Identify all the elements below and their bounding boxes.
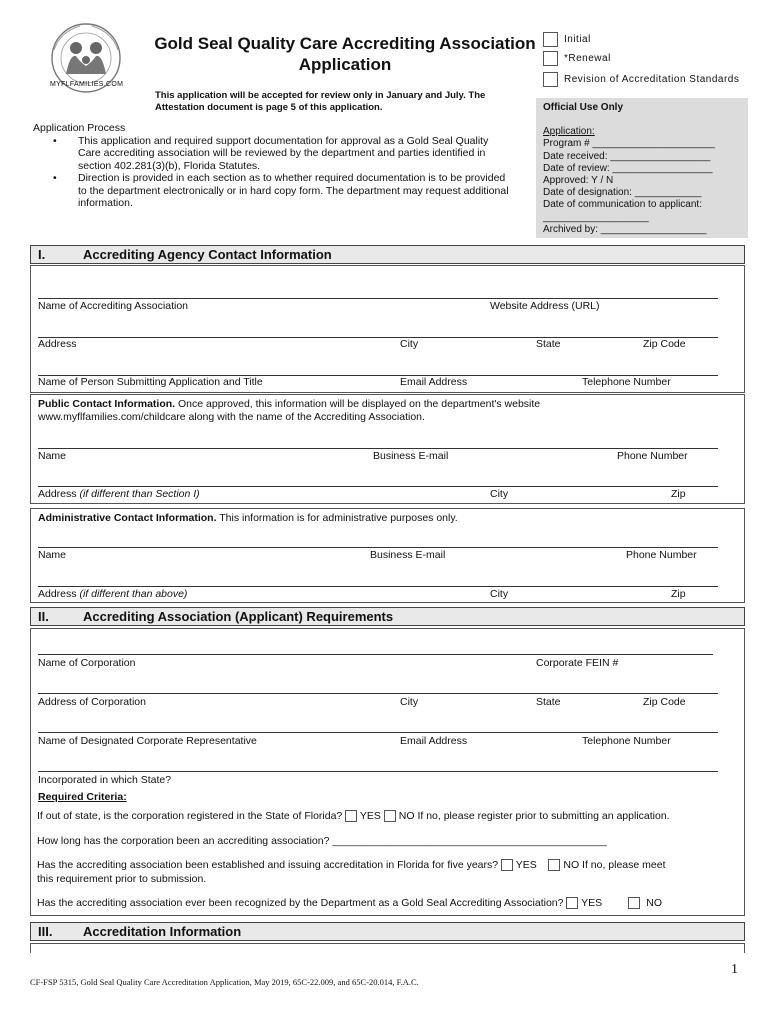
rep-line[interactable] bbox=[38, 732, 718, 733]
q1-yes-checkbox[interactable] bbox=[345, 810, 357, 822]
renewal-checkbox[interactable] bbox=[543, 51, 558, 66]
q4-no-checkbox[interactable] bbox=[628, 897, 640, 909]
agency-contact-box: Name of Accrediting Association Website Address (URL) Address City State Zip Code Name of Person Submitting Application and Title Email Address Telephone Number bbox=[30, 265, 745, 393]
admin-address-line[interactable] bbox=[38, 586, 718, 587]
q4-yes-checkbox[interactable] bbox=[566, 897, 578, 909]
q1-no-checkbox[interactable] bbox=[384, 810, 396, 822]
logo-caption: MYFLFAMILIES.COM bbox=[50, 81, 124, 88]
admin-name-line[interactable] bbox=[38, 547, 718, 548]
assoc-name-line[interactable] bbox=[38, 298, 718, 299]
q3-yes-checkbox[interactable] bbox=[501, 859, 513, 871]
question-five-years-cont: this requirement prior to submission. bbox=[37, 873, 207, 885]
type-initial[interactable]: Initial bbox=[543, 32, 591, 47]
official-use-box: Official Use Only Application: Program # ______________________ Date received: __________________ Date of review: __________________ Approved: Y / N Date of designation: ____________ Date of communication to applicant: ___________________ Archived by: ___________________ bbox=[536, 98, 748, 238]
revision-checkbox[interactable] bbox=[543, 72, 558, 87]
form-title: Gold Seal Quality Care Accrediting Association Application bbox=[154, 34, 536, 74]
process-bullet: • Direction is provided in each section as to whether required documentation is to be provided to the department electronically or in hard copy form. The department may request additional information. bbox=[53, 172, 513, 210]
application-process: Application Process • This application and required support documentation for approval as a Gold Seal Quality Care accrediting association will be reviewed by the department and parties identified in section 402.281(3)(b), Florida Statutes. • Direction is provided in each section as to whether required documentation is to be provided to the department electronically or in hard copy form. The department may request additional information. bbox=[33, 122, 513, 210]
process-bullet: • This application and required support documentation for approval as a Gold Seal Quality Care accrediting association will be reviewed by the department and parties identified in section 402.281(3)(b), Florida Statutes. bbox=[53, 135, 513, 173]
admin-contact-box: Administrative Contact Information. This information is for administrative purposes only. Name Business E-mail Phone Number Address (if different than above) City Zip bbox=[30, 508, 745, 603]
corp-name-line[interactable] bbox=[38, 654, 713, 655]
public-address-line[interactable] bbox=[38, 486, 718, 487]
q3-no-checkbox[interactable] bbox=[548, 859, 560, 871]
question-how-long[interactable]: How long has the corporation been an accrediting association? _______________________________________________ bbox=[37, 835, 607, 847]
section-3-box bbox=[30, 943, 745, 953]
required-criteria-heading: Required Criteria: bbox=[38, 791, 127, 803]
question-registered-florida: If out of state, is the corporation registered in the State of Florida? YES NO If no, please register prior to submitting an application. bbox=[37, 810, 670, 822]
section-2-header: II. Accrediting Association (Applicant) Requirements bbox=[30, 607, 745, 626]
address-line[interactable] bbox=[38, 337, 718, 338]
form-footer: CF-FSP 5315, Gold Seal Quality Care Accreditation Application, May 2019, 65C-22.009, and 65C-20.014, F.A.C. bbox=[30, 977, 419, 987]
type-revision[interactable]: Revision of Accreditation Standards bbox=[543, 72, 739, 87]
question-five-years: Has the accrediting association been established and issuing accreditation in Florida for five years? YES NO If no, please meet bbox=[37, 859, 666, 871]
type-renewal[interactable]: *Renewal bbox=[543, 51, 611, 66]
incorporated-line[interactable] bbox=[38, 771, 718, 772]
question-recognized: Has the accrediting association ever been recognized by the Department as a Gold Seal Accrediting Association? YES NO bbox=[37, 897, 663, 909]
applicant-requirements-box: Name of Corporation Corporate FEIN # Address of Corporation City State Zip Code Name of Designated Corporate Representative Email Address Telephone Number Incorporated in which State? Required Criteria: bbox=[30, 628, 745, 916]
page-number: 1 bbox=[731, 962, 738, 977]
section-3-header: III. Accreditation Information bbox=[30, 922, 745, 941]
corp-address-line[interactable] bbox=[38, 693, 718, 694]
initial-checkbox[interactable] bbox=[543, 32, 558, 47]
section-1-header: I. Accrediting Agency Contact Information bbox=[30, 245, 745, 264]
public-contact-box: Public Contact Information. Once approved, this information will be displayed on the department's website www.myflfamilies.com/childcare along with the name of the Accrediting Association. Name Business E-mail Phone Number Address (if different than Section I) City Zip bbox=[30, 394, 745, 504]
review-notice: This application will be accepted for review only in January and July. The Attestation document is page 5 of this application. bbox=[155, 90, 486, 113]
public-name-line[interactable] bbox=[38, 448, 718, 449]
